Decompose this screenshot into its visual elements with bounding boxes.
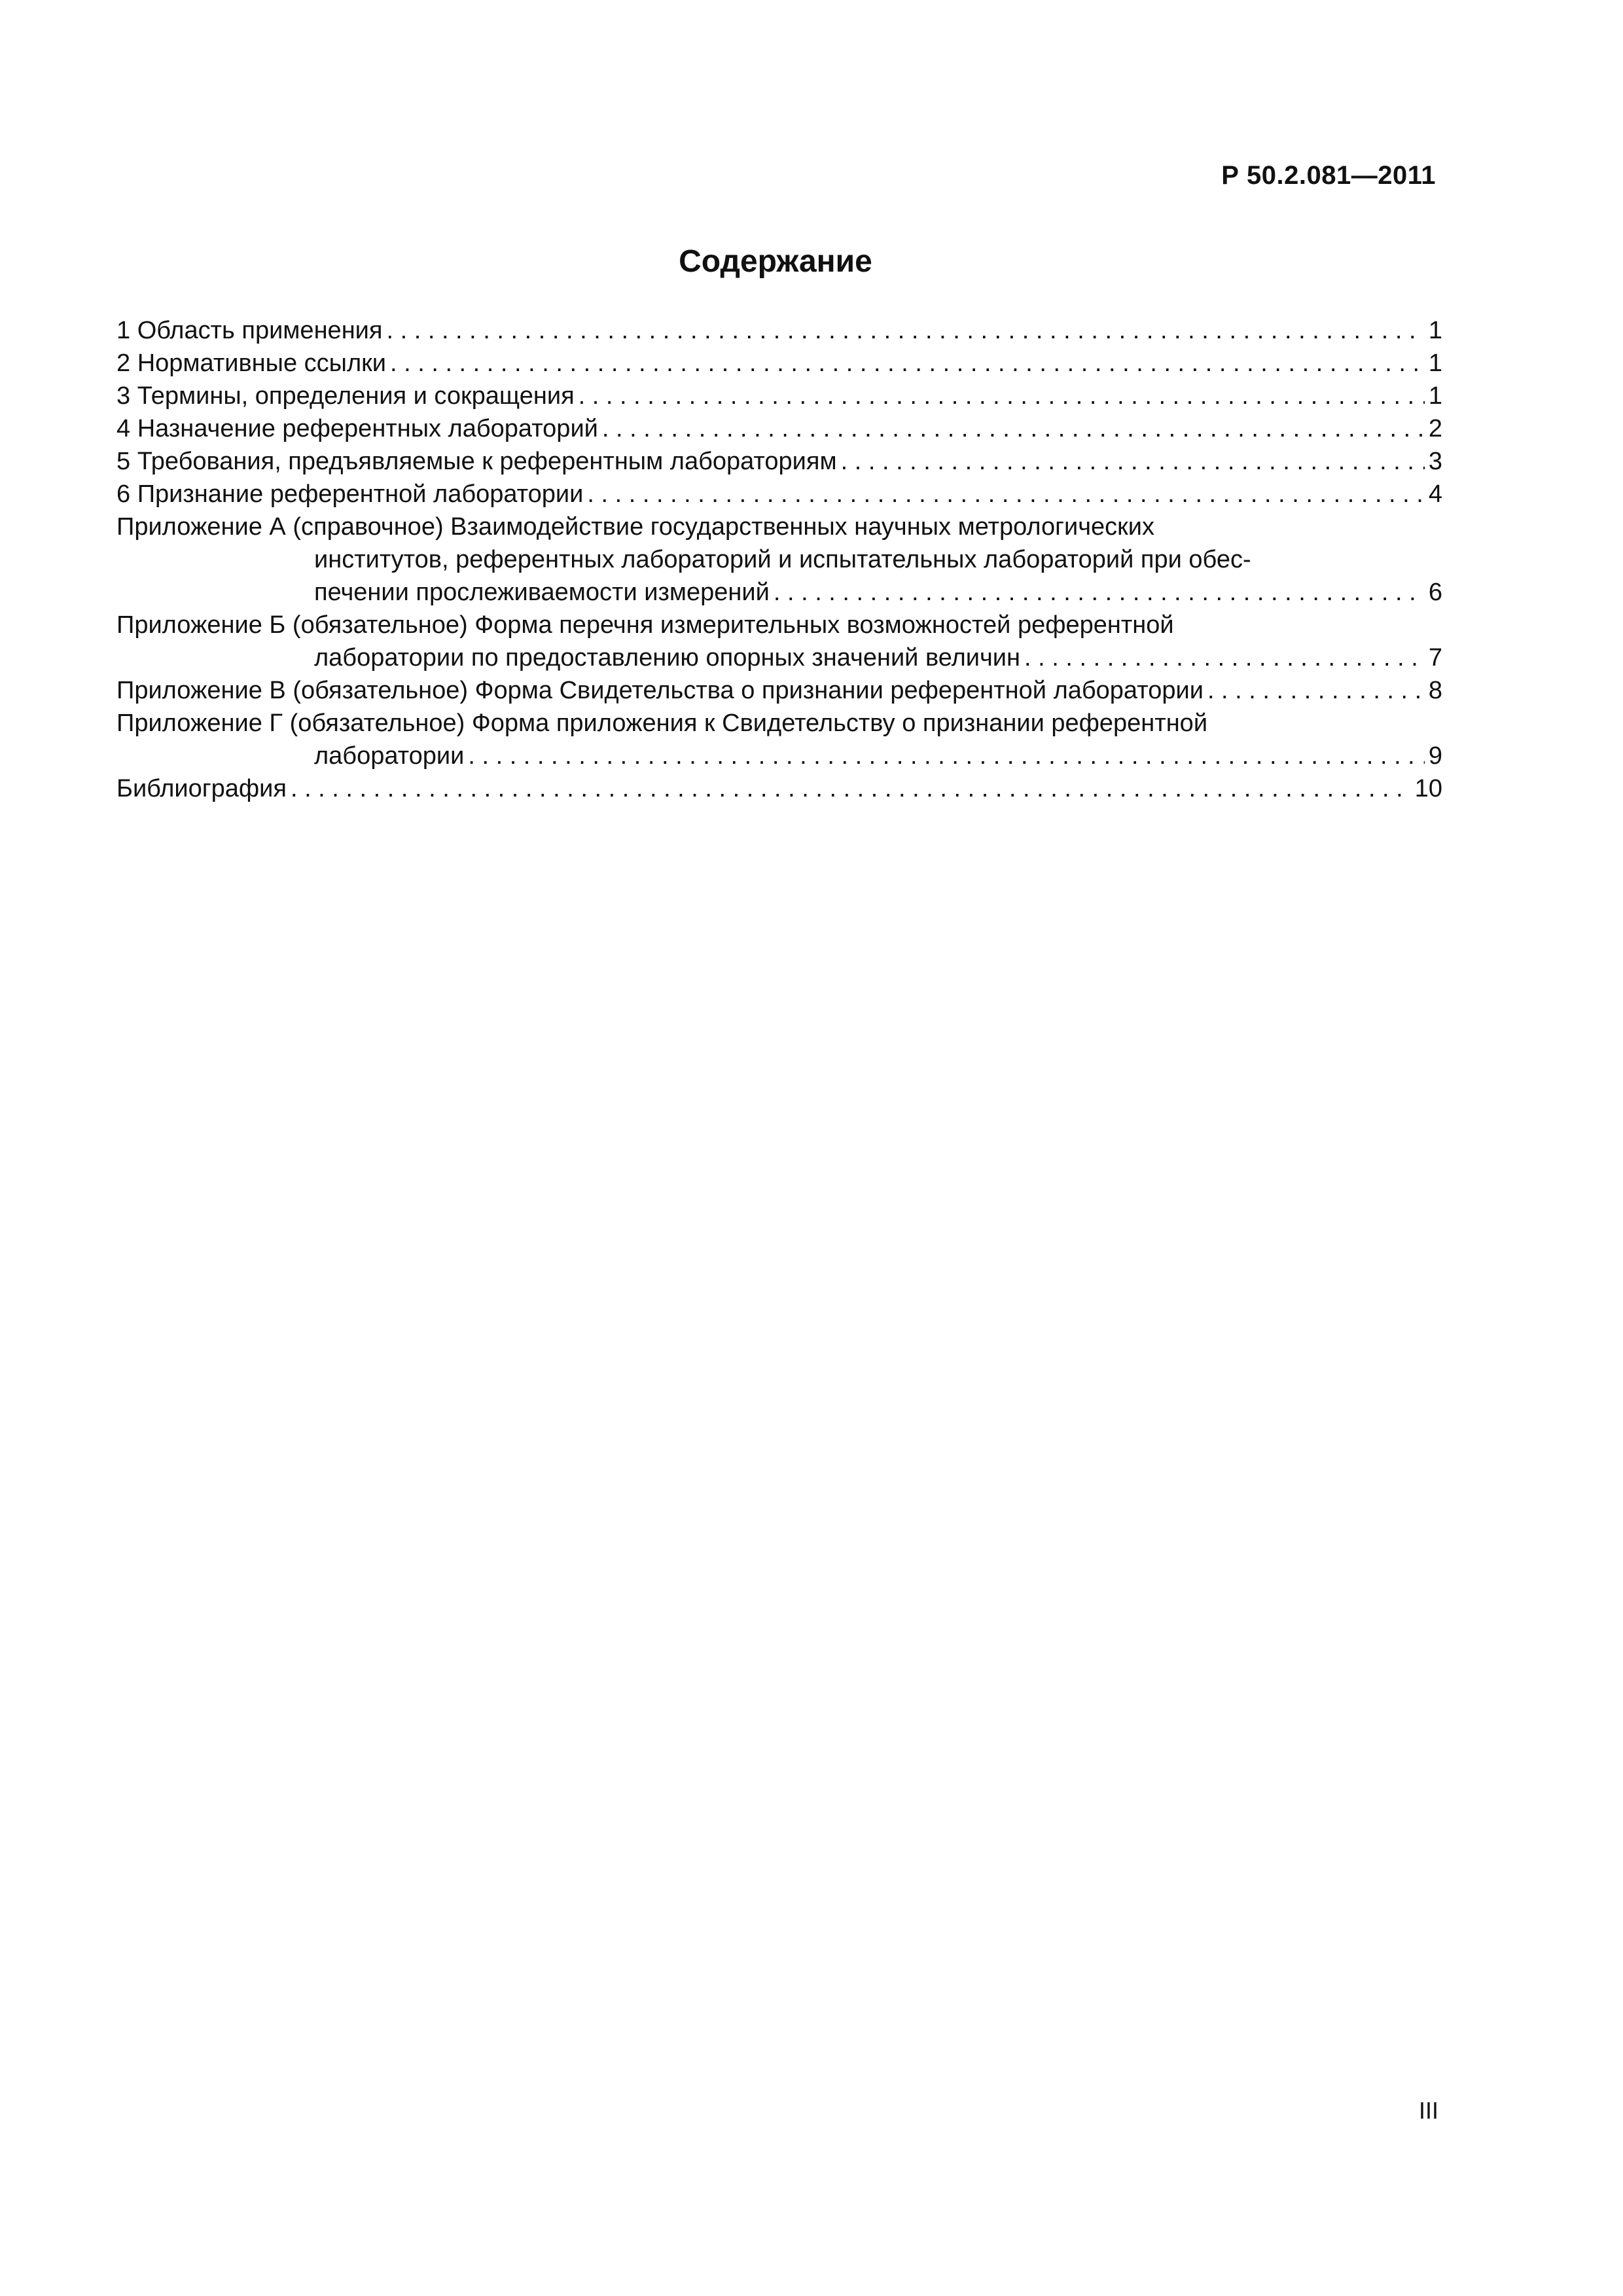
toc-entry-text: 6 Признание референтной лаборатории — [116, 480, 584, 508]
toc-leader-dots — [386, 314, 1424, 347]
toc-entry-line — [116, 543, 1442, 576]
toc-entry-text: 3 Термины, определения и сокращения — [116, 382, 575, 410]
toc-entry-text: 4 Назначение референтных лабораторий — [116, 415, 598, 442]
toc-entry-text: 5 Требования, предъявляемые к референтным лабораториям — [116, 448, 837, 475]
toc-leader-dots — [1207, 674, 1425, 707]
toc-entry-section-6[interactable] — [116, 478, 1442, 511]
toc-entry-text: Приложение Б (обязательное) Форма перечня измерительных возможностей референтной — [116, 611, 1174, 639]
toc-entry-appendix-a[interactable] — [116, 511, 1442, 609]
toc-entry-section-2[interactable] — [116, 347, 1442, 380]
toc-entry-text: Приложение Г (обязательное) Форма приложения к Свидетельству о признании референтной — [116, 709, 1208, 737]
toc-entry-text: лаборатории по предоставлению опорных значений величин — [314, 644, 1020, 672]
toc-entry-appendix-g[interactable] — [116, 707, 1442, 772]
toc-entry-line — [116, 641, 1442, 674]
toc-entry-section-1[interactable] — [116, 314, 1442, 347]
toc-entry-line — [116, 609, 1442, 641]
toc-leader-dots — [774, 576, 1425, 609]
toc-entry-page: 4 — [1428, 480, 1442, 508]
toc-entry-text: 1 Область применения — [116, 317, 383, 344]
toc-title: Содержание — [679, 244, 872, 279]
toc-entry-page: 1 — [1428, 317, 1442, 344]
toc-entry-section-5[interactable] — [116, 445, 1442, 478]
page-number: III — [1418, 2097, 1438, 2124]
toc-entry-text: Приложение А (справочное) Взаимодействие государственных научных метрологических — [116, 513, 1155, 541]
toc-entry-line — [116, 707, 1442, 740]
toc-leader-dots — [1024, 641, 1425, 674]
toc-entry-text: институтов, референтных лабораторий и испытательных лабораторий при обес- — [314, 546, 1251, 573]
toc-entry-appendix-v[interactable] — [116, 674, 1442, 707]
toc-entry-text: Приложение В (обязательное) Форма Свидетельства о признании референтной лаборатории — [116, 677, 1204, 704]
toc-entry-page: 1 — [1428, 350, 1442, 377]
toc-entry-text: 2 Нормативные ссылки — [116, 350, 386, 377]
toc-leader-dots — [841, 445, 1425, 478]
toc-entry-text: Библиография — [116, 775, 287, 802]
toc-entry-page: 1 — [1428, 382, 1442, 410]
toc-entry-line — [116, 576, 1442, 609]
toc-entry-section-4[interactable] — [116, 412, 1442, 445]
toc-leader-dots — [579, 380, 1425, 412]
toc-entry-page: 2 — [1428, 415, 1442, 442]
toc-entry-bibliography[interactable] — [116, 772, 1442, 805]
document-code: Р 50.2.081—2011 — [1221, 161, 1436, 190]
toc-entry-page: 9 — [1428, 742, 1442, 770]
toc-entry-line — [116, 740, 1442, 772]
toc-entry-line — [116, 511, 1442, 543]
toc-leader-dots — [587, 478, 1424, 511]
toc-leader-dots — [602, 412, 1425, 445]
toc-entry-page: 3 — [1428, 448, 1442, 475]
toc-entry-text: печении прослеживаемости измерений — [314, 579, 770, 606]
table-of-contents — [116, 314, 1442, 805]
toc-entry-page: 8 — [1428, 677, 1442, 704]
toc-leader-dots — [291, 772, 1411, 805]
toc-entry-text: лаборатории — [314, 742, 465, 770]
toc-entry-page: 10 — [1414, 775, 1442, 802]
toc-entry-appendix-b[interactable] — [116, 609, 1442, 674]
toc-leader-dots — [390, 347, 1425, 380]
toc-entry-page: 6 — [1428, 579, 1442, 606]
toc-entry-section-3[interactable] — [116, 380, 1442, 412]
toc-entry-page: 7 — [1428, 644, 1442, 672]
toc-leader-dots — [468, 740, 1425, 772]
